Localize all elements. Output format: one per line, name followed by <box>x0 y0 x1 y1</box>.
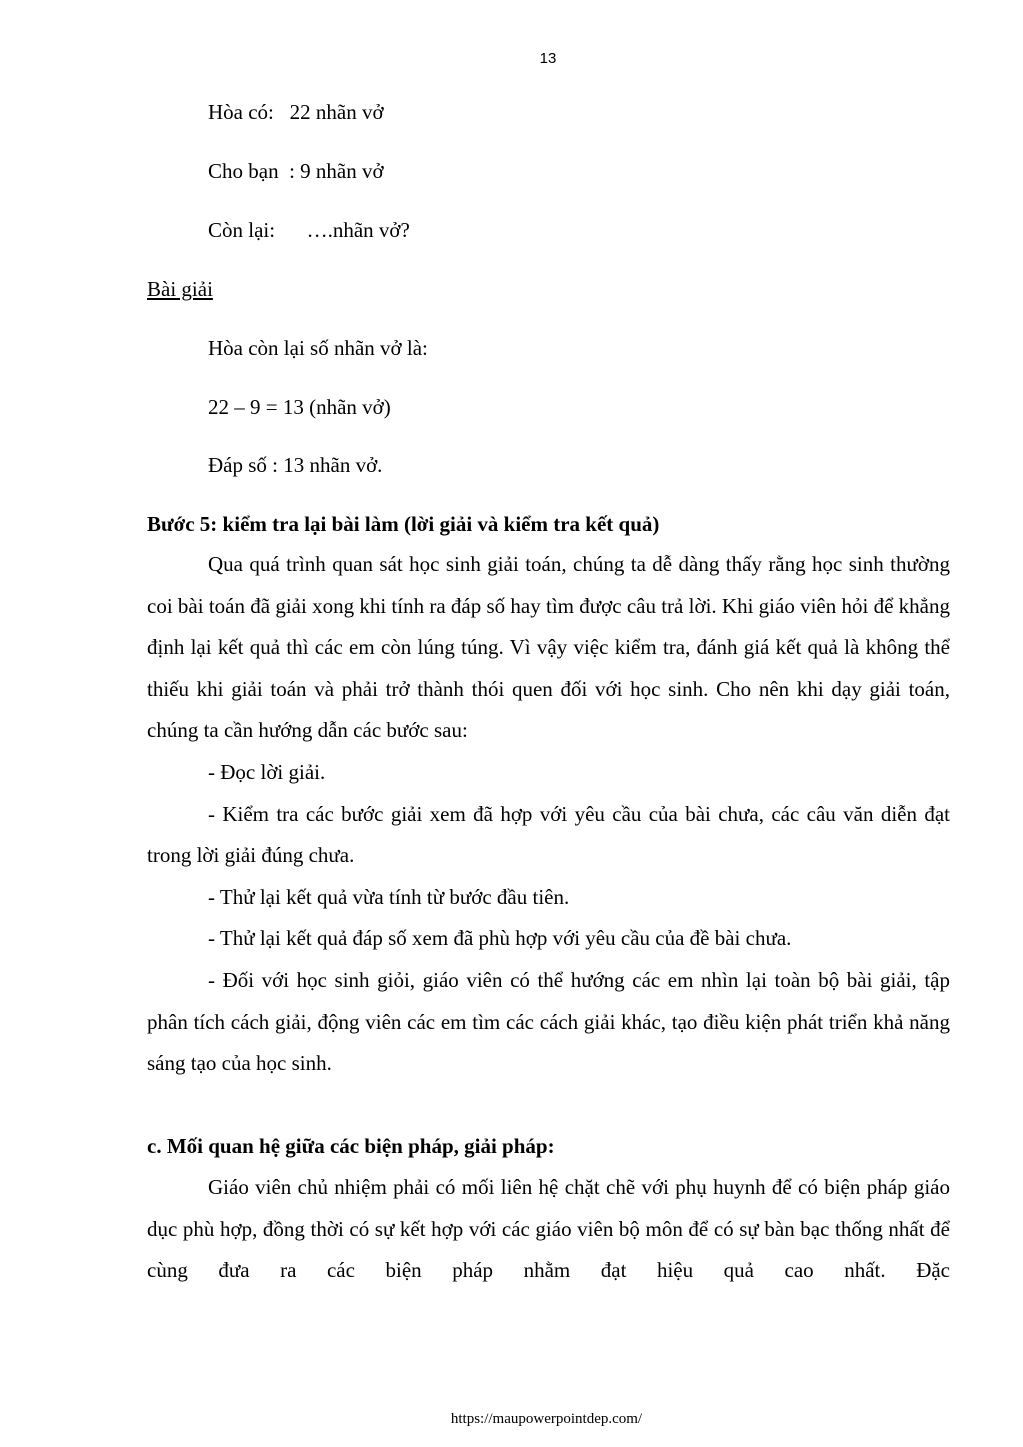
step5-paragraph: Qua quá trình quan sát học sinh giải toán, chúng ta dễ dàng thấy rằng học sinh thường coi bài toán đã giải xong khi tính ra đáp số hay tìm được câu trả lời. Khi giáo viên hỏi để khẳng định lại kết quả thì các em còn lúng túng. Vì vậy việc kiểm tra, đánh giá kết quả là không thể thiếu khi giải toán và phải trở thành thói quen đối với học sinh. Cho nên khi dạy giải toán, chúng ta cần hướng dẫn các bước sau: <box>147 552 950 743</box>
problem-line-3: Còn lại: ….nhãn vở? <box>208 218 410 242</box>
step5-item-2: - Kiểm tra các bước giải xem đã hợp với yêu cầu của bài chưa, các câu văn diễn đạt trong lời giải đúng chưa. <box>147 801 950 868</box>
section-c-heading: c. Mối quan hệ giữa các biện pháp, giải pháp: <box>147 1134 555 1158</box>
step5-body <box>147 544 950 1085</box>
problem-line-2: Cho bạn : 9 nhãn vở <box>208 159 384 183</box>
section-c-paragraph: Giáo viên chủ nhiệm phải có mối liên hệ chặt chẽ với phụ huynh để có biện pháp giáo dục phù hợp, đồng thời có sự kết hợp với các giáo viên bộ môn để có sự bàn bạc thống nhất để cùng đưa ra các biện pháp nhằm đạt hiệu quả cao nhất. Đặc <box>147 1175 950 1283</box>
page-number: 13 <box>539 50 557 67</box>
footer-url: https://maupowerpointdep.com/ <box>450 1411 643 1427</box>
solution-heading: Bài giải <box>147 277 213 301</box>
step5-item-4: - Thử lại kết quả đáp số xem đã phù hợp với yêu cầu của đề bài chưa. <box>208 926 792 951</box>
problem-line-1: Hòa có: 22 nhãn vở <box>208 100 384 124</box>
step5-heading: Bước 5: kiểm tra lại bài làm (lời giải và kiểm tra kết quả) <box>147 512 660 536</box>
solution-answer: Đáp số : 13 nhãn vở. <box>208 453 383 477</box>
step5-item-5: - Đối với học sinh giỏi, giáo viên có thể hướng các em nhìn lại toàn bộ bài giải, tập phân tích cách giải, động viên các em tìm các cách giải khác, tạo điều kiện phát triển khả năng sáng tạo của học sinh. <box>147 967 950 1076</box>
section-c-body <box>147 1167 950 1292</box>
step5-item-3: - Thử lại kết quả vừa tính từ bước đầu tiên. <box>208 884 570 909</box>
step5-item-1: - Đọc lời giải. <box>208 759 326 784</box>
solution-line-2: 22 – 9 = 13 (nhãn vở) <box>208 395 391 419</box>
solution-line-1: Hòa còn lại số nhãn vở là: <box>208 336 428 360</box>
